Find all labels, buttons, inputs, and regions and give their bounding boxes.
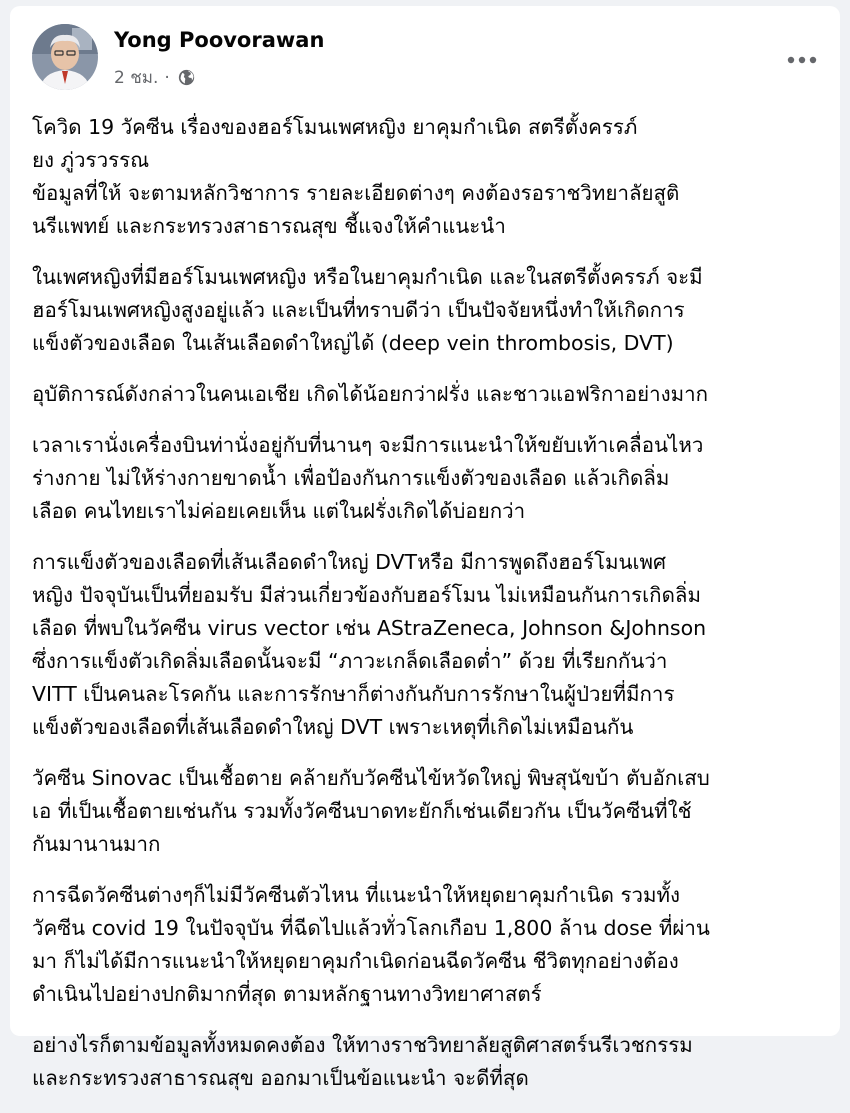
post-text-line: วัคซีน Sinovac เป็นเชื้อตาย คล้ายกับวัคซีนไข้หวัดใหญ่ พิษสุนัขบ้า ตับอักเสบ (32, 766, 710, 790)
post-text-line: อย่างไรก็ตามข้อมูลทั้งหมดคงต้อง ให้ทางราชวิทยาลัยสูติศาสตร์นรีเวชกรรม (32, 1033, 693, 1057)
post-text-line: การแข็งตัวของเลือดที่เส้นเลือดดำใหญ่ DVTหรือ มีการพูดถึงฮอร์โมนเพศ (32, 550, 667, 574)
post-text-line: เลือด ที่พบในวัคซีน virus vector เช่น AStraZeneca, Johnson &Johnson (32, 616, 707, 640)
post-meta (114, 64, 195, 91)
post-paragraph (32, 111, 822, 243)
more-horizontal-icon (787, 56, 817, 64)
post-paragraph (32, 378, 822, 411)
post-text-line: ดำเนินไปอย่างปกติมากที่สุด ตามหลักฐานทางวิทยาศาสตร์ (32, 982, 542, 1006)
post-text-line: แข็งตัวของเลือด ในเส้นเลือดดำใหญ่ได้ (deep vein thrombosis, DVT) (32, 331, 674, 355)
post-paragraph (32, 546, 822, 744)
post-text-line: เลือด คนไทยเราไม่ค่อยเคยเห็น แต่ในฝรั่งเกิดได้บ่อยกว่า (32, 499, 526, 523)
post-text-line: หญิง ปัจจุบันเป็นที่ยอมรับ มีส่วนเกี่ยวข้องกับฮอร์โมน ไม่เหมือนกันการเกิดลิ่ม (32, 583, 701, 607)
avatar-image (32, 24, 98, 90)
author-name[interactable]: Yong Poovorawan (114, 28, 325, 52)
post-timestamp[interactable]: 2 ชม. (114, 68, 159, 88)
post-text (32, 111, 822, 1113)
post-paragraph (32, 261, 822, 360)
post-text-line: กันมานานมาก (32, 832, 161, 856)
post-text-line: เวลาเรานั่งเครื่องบินท่านั่งอยู่กับที่นานๆ จะมีการแนะนำให้ขยับเท้าเคลื่อนไหว (32, 433, 704, 457)
post-text-line: ซึ่งการแข็งตัวเกิดลิ่มเลือดนั้นจะมี “ภาวะเกล็ดเลือดต่ำ” ด้วย ที่เรียกกันว่า (32, 649, 668, 673)
avatar[interactable] (32, 24, 98, 90)
meta-separator: · (164, 67, 170, 88)
post-text-line: และกระทรวงสาธารณสุข ออกมาเป็นข้อแนะนำ จะดีที่สุด (32, 1066, 529, 1090)
post-text-line: การฉีดวัคซีนต่างๆก็ไม่มีวัคซีนตัวไหน ที่แนะนำให้หยุดยาคุมกำเนิด รวมทั้ง (32, 883, 681, 907)
post-text-line: นรีแพทย์ และกระทรวงสาธารณสุข ชี้แจงให้คำแนะนำ (32, 214, 506, 238)
post-paragraph (32, 429, 822, 528)
post-text-line: ร่างกาย ไม่ให้ร่างกายขาดน้ำ เพื่อป้องกันการแข็งตัวของเลือด แล้วเกิดลิ่ม (32, 466, 670, 490)
more-options-button[interactable] (780, 42, 824, 78)
post-paragraph (32, 1029, 822, 1095)
post-text-line: ในเพศหญิงที่มีฮอร์โมนเพศหญิง หรือในยาคุมกำเนิด และในสตรีตั้งครรภ์ จะมี (32, 265, 703, 289)
post-text-line: ฮอร์โมนเพศหญิงสูงอยู่แล้ว และเป็นที่ทราบดีว่า เป็นปัจจัยหนึ่งทำให้เกิดการ (32, 298, 685, 322)
post-text-line: โควิด 19 วัคซีน เรื่องของฮอร์โมนเพศหญิง ยาคุมกำเนิด สตรีตั้งครรภ์ (32, 115, 638, 139)
post-paragraph (32, 762, 822, 861)
post-text-line: แข็งตัวของเลือดที่เส้นเลือดดำใหญ่ DVT เพราะเหตุที่เกิดไม่เหมือนกัน (32, 715, 634, 739)
post-text-line: ยง ภู่วรวรรณ (32, 148, 150, 172)
post-text-line: เอ ที่เป็นเชื้อตายเช่นกัน รวมทั้งวัคซีนบาดทะยักก็เช่นเดียวกัน เป็นวัคซีนที่ใช้ (32, 799, 692, 823)
post-text-line: VITT เป็นคนละโรคกัน และการรักษาก็ต่างกันกับการรักษาในผู้ป่วยที่มีการ (32, 682, 675, 706)
post-text-line: วัคซีน covid 19 ในปัจจุบัน ที่ฉีดไปแล้วทั่วโลกเกือบ 1,800 ล้าน dose ที่ผ่าน (32, 916, 710, 940)
post-text-line: อุบัติการณ์ดังกล่าวในคนเอเชีย เกิดได้น้อยกว่าฝรั่ง และชาวแอฟริกาอย่างมาก (32, 382, 709, 406)
post-text-line: มา ก็ไม่ได้มีการแนะนำให้หยุดยาคุมกำเนิดก่อนฉีดวัคซีน ชีวิตทุกอย่างต้อง (32, 949, 679, 973)
globe-icon[interactable] (178, 69, 195, 86)
post-paragraph (32, 879, 822, 1011)
post-text-line: ข้อมูลที่ให้ จะตามหลักวิชาการ รายละเอียดต่างๆ คงต้องรอราชวิทยาลัยสูติ (32, 181, 680, 205)
post-card (10, 6, 840, 1090)
